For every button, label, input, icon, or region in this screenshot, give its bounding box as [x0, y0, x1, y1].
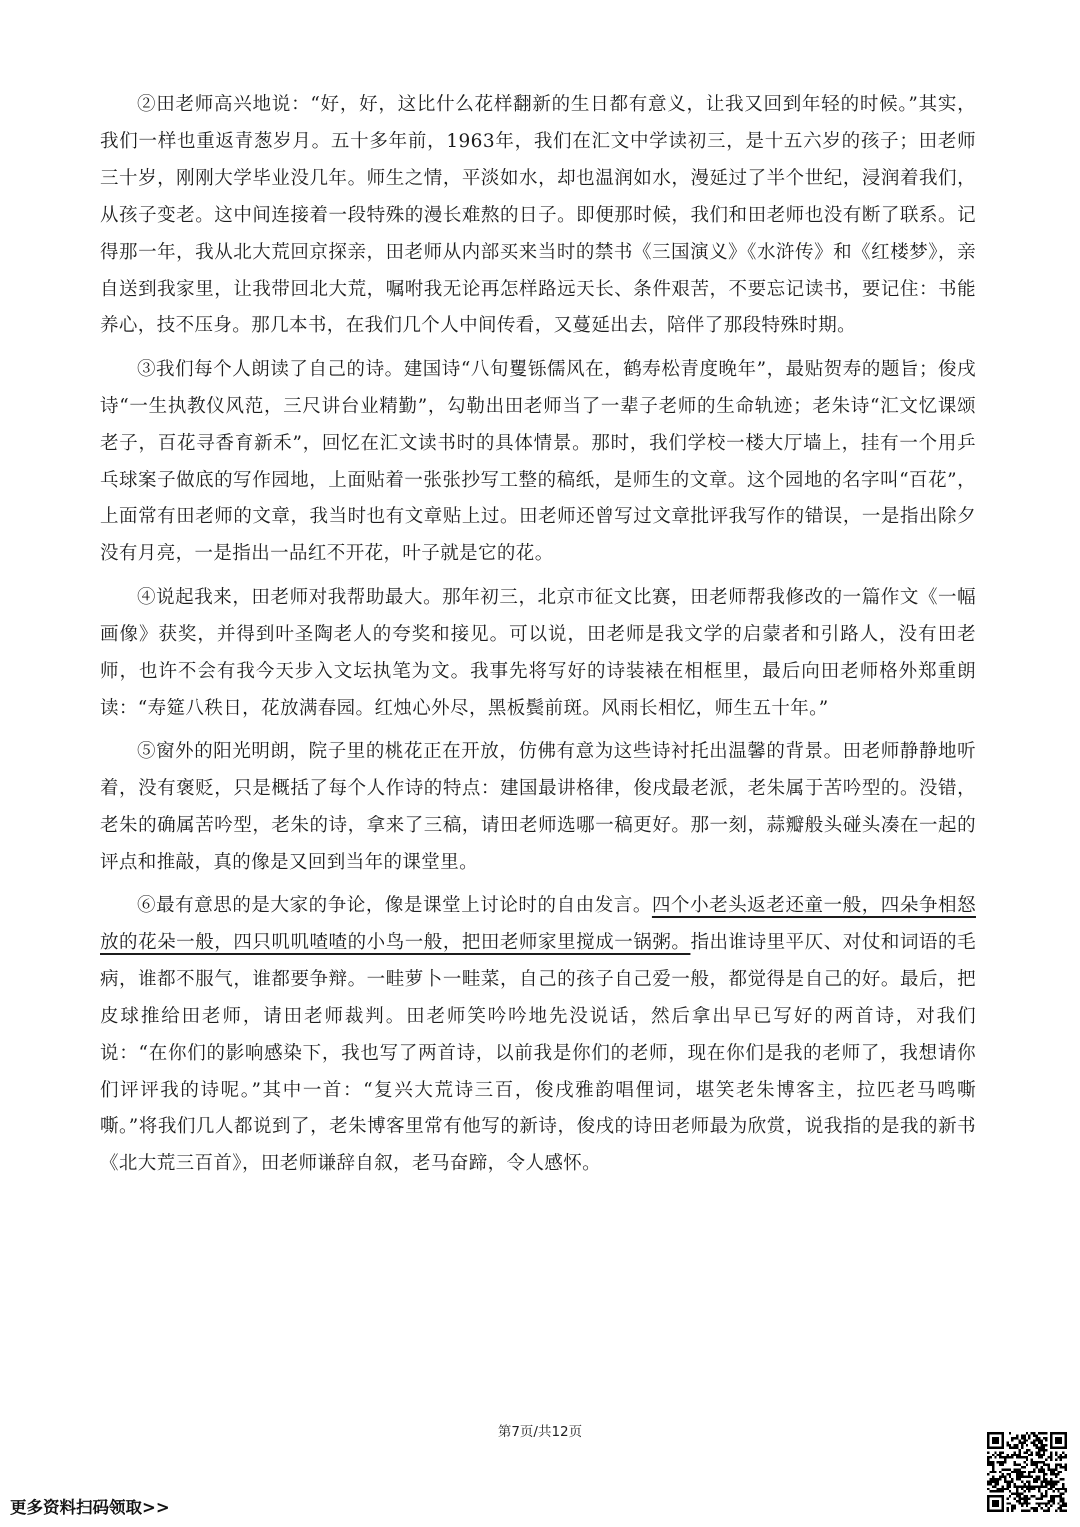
passage-paragraph — [100, 888, 976, 1183]
paragraph-text: ⑤窗外的阳光明朗，院子里的桃花正在开放，仿佛有意为这些诗衬托出温馨的背景。田老师静静地听着，没有褒贬，只是概括了每个人作诗的特点：建国最讲格律，俊戌最老派，老朱属于苦吟型的。没错，老朱的确属苦吟型，老朱的诗，拿来了三稿，请田老师选哪一稿更好。那一刻，蒜瓣般头碰头凑在一起的评点和推敲，真的像是又回到当年的课堂里。 — [100, 740, 976, 873]
passage-paragraph — [100, 580, 976, 728]
passage-paragraph — [100, 352, 976, 573]
passage-paragraph — [100, 734, 976, 882]
passage-paragraph — [100, 87, 976, 345]
more-materials-link[interactable]: 更多资料扫码领取>> — [10, 1498, 170, 1517]
passage-body — [100, 87, 976, 1190]
qr-code-icon[interactable] — [987, 1432, 1067, 1512]
page-number: 第7页/共12页 — [497, 1424, 583, 1440]
paragraph-text: 指出谁诗里平仄、对仗和词语的毛病，谁都不服气，谁都要争辩。一畦萝卜一畦菜，自己的孩子自己爱一般，都觉得是自己的好。最后，把皮球推给田老师，请田老师裁判。田老师笑吟吟地先没说话，然后拿出早已写好的两首诗，对我们说：“在你们的影响感染下，我也写了两首诗，以前我是你们的老师，现在你们是我的老师了，我想请你们评评我的诗呢。”其中一首：“复兴大荒诗三百，俊戌雅韵唱俚词，堪笑老朱博客主，拉匹老马鸣嘶嘶。”将我们几人都说到了，老朱博客里常有他写的新诗，俊戌的诗田老师最为欣赏，说我指的是我的新书《北大荒三百首》，田老师谦辞自叙，老马奋蹄，令人感怀。 — [100, 931, 976, 1175]
paragraph-text: ③我们每个人朗读了自己的诗。建国诗“八旬矍铄儒风在，鹤寿松青度晚年”，最贴贺寿的题旨；俊戌诗“一生执教仪风范，三尺讲台业精勤”，勾勒出田老师当了一辈子老师的生命轨迹；老朱诗“汇文忆课颂老子，百花寻香育新禾”，回忆在汇文读书时的具体情景。那时，我们学校一楼大厅墙上，挂有一个用乒乓球案子做底的写作园地，上面贴着一张张抄写工整的稿纸，是师生的文章。这个园地的名字叫“百花”，上面常有田老师的文章，我当时也有文章贴上过。田老师还曾写过文章批评我写作的错误，一是指出除夕没有月亮，一是指出一品红不开花，叶子就是它的花。 — [100, 358, 976, 565]
underlined-sentence: 四个小老头返老还童一般，四朵争相怒放的花朵一般，四只叽叽喳喳的小鸟一般，把田老师家里搅成一锅粥。 — [100, 895, 976, 953]
paragraph-text: ④说起我来，田老师对我帮助最大。那年初三，北京市征文比赛，田老师帮我修改的一篇作文《一幅画像》获奖，并得到叶圣陶老人的夸奖和接见。可以说，田老师是我文学的启蒙者和引路人，没有田老师，也许不会有我今天步入文坛执笔为文。我事先将写好的诗装裱在相框里，最后向田老师格外郑重朗读：“寿筵八秩日，花放满春园。红烛心外尽，黑板鬓前斑。风雨长相忆，师生五十年。” — [100, 586, 976, 719]
paragraph-text: ⑥最有意思的是大家的争论，像是课堂上讨论时的自由发言。 — [137, 895, 652, 917]
paragraph-text: ②田老师高兴地说：“好，好，这比什么花样翻新的生日都有意义，让我又回到年轻的时候。”其实，我们一样也重返青葱岁月。五十多年前，1963年，我们在汇文中学读初三，是十五六岁的孩子；田老师三十岁，刚刚大学毕业没几年。师生之情，平淡如水，却也温润如水，漫延过了半个世纪，浸润着我们，从孩子变老。这中间连接着一段特殊的漫长难熬的日子。即便那时候，我们和田老师也没有断了联系。记得那一年，我从北大荒回京探亲，田老师从内部买来当时的禁书《三国演义》《水浒传》和《红楼梦》，亲自送到我家里，让我带回北大荒，嘱咐我无论再怎样路远天长、条件艰苦，不要忘记读书，要记住：书能养心，技不压身。那几本书，在我们几个人中间传看，又蔓延出去，陪伴了那段特殊时期。 — [100, 94, 976, 337]
